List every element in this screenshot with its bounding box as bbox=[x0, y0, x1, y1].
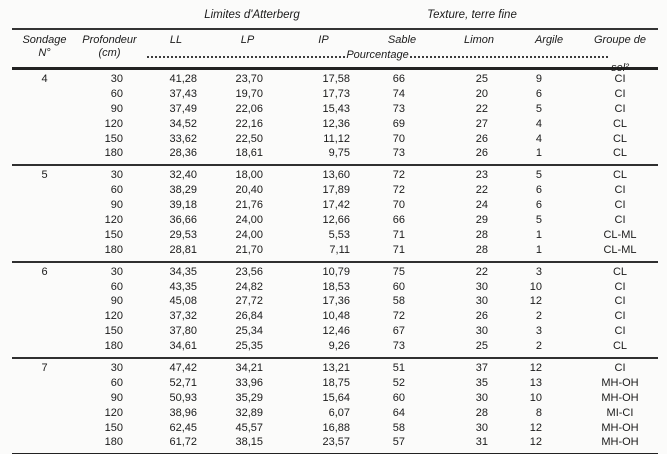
lp-cell: 23,56 bbox=[235, 265, 263, 278]
col-header-ip: IP bbox=[318, 34, 329, 46]
ip-cell: 13,60 bbox=[322, 169, 350, 182]
lp-cell: 24,00 bbox=[235, 214, 263, 227]
ll-cell: 34,61 bbox=[169, 340, 197, 353]
profondeur-cell: 150 bbox=[104, 421, 123, 434]
col-header-ll: LL bbox=[169, 34, 183, 46]
ip-cell: 23,57 bbox=[322, 436, 350, 449]
lp-cell: 38,15 bbox=[235, 436, 263, 449]
lp-cell: 45,57 bbox=[235, 421, 263, 434]
groupe-sol-cell: CI bbox=[614, 325, 626, 338]
profondeur-cell: 180 bbox=[104, 436, 123, 449]
argile-cell: 13 bbox=[529, 376, 542, 389]
sondage-cell bbox=[12, 87, 77, 102]
ll-cell: 34,52 bbox=[169, 117, 197, 130]
profondeur-cell: 120 bbox=[104, 117, 123, 130]
lp-cell: 25,34 bbox=[235, 325, 263, 338]
col-header-groupe: Groupe de bbox=[594, 34, 646, 46]
limon-cell: 37 bbox=[475, 362, 488, 375]
ll-cell: 28,81 bbox=[169, 243, 197, 256]
lp-cell: 23,70 bbox=[235, 73, 263, 85]
soil-data-table bbox=[12, 5, 658, 454]
limon-cell: 30 bbox=[475, 421, 488, 434]
ip-cell: 9,75 bbox=[328, 147, 350, 160]
profondeur-cell: 150 bbox=[104, 132, 123, 145]
table-row bbox=[12, 102, 658, 117]
sondage-cell: 6 bbox=[41, 265, 48, 278]
sable-cell: 51 bbox=[392, 362, 405, 375]
argile-cell: 5 bbox=[535, 214, 542, 227]
table-row bbox=[12, 132, 658, 147]
sable-cell: 70 bbox=[392, 199, 405, 212]
groupe-sol-cell: CL bbox=[612, 117, 628, 130]
argile-cell: 6 bbox=[535, 199, 542, 212]
column-header-subrow bbox=[12, 47, 658, 74]
table-row bbox=[12, 265, 658, 280]
sable-cell: 71 bbox=[392, 228, 405, 241]
sable-cell: 66 bbox=[392, 73, 405, 85]
profondeur-cell: 30 bbox=[110, 169, 123, 182]
limon-cell: 23 bbox=[475, 169, 488, 182]
groupe-sol-cell: CI bbox=[614, 102, 626, 115]
table-row bbox=[12, 168, 658, 183]
limon-cell: 22 bbox=[475, 265, 488, 278]
profondeur-cell: 120 bbox=[104, 310, 123, 323]
profondeur-cell: 150 bbox=[104, 325, 123, 338]
argile-cell: 1 bbox=[535, 243, 542, 256]
sable-cell: 67 bbox=[392, 325, 405, 338]
groupe-sol-cell: CI bbox=[614, 310, 626, 323]
table-row bbox=[12, 146, 658, 161]
ll-cell: 52,71 bbox=[169, 376, 197, 389]
groupe-sol-cell: CL bbox=[612, 147, 628, 160]
lp-cell: 18,61 bbox=[235, 147, 263, 160]
argile-cell: 5 bbox=[535, 169, 542, 182]
sondage-cell bbox=[12, 324, 77, 339]
group-header-texture: Texture, terre fine bbox=[427, 9, 517, 21]
sondage-cell bbox=[12, 421, 77, 436]
groupe-sol-cell: MH-OH bbox=[601, 376, 639, 389]
sondage-block bbox=[12, 263, 658, 359]
limon-cell: 30 bbox=[475, 295, 488, 308]
lp-cell: 24,82 bbox=[235, 280, 263, 293]
sable-cell: 72 bbox=[392, 169, 405, 182]
col-header-groupe-unit: sol² bbox=[611, 62, 629, 74]
sondage-cell: 4 bbox=[41, 73, 48, 85]
ll-cell: 34,35 bbox=[169, 265, 197, 278]
sondage-cell bbox=[12, 228, 77, 243]
table-body bbox=[12, 70, 658, 453]
sable-cell: 58 bbox=[392, 421, 405, 434]
ll-cell: 37,43 bbox=[169, 87, 197, 100]
limon-cell: 30 bbox=[475, 280, 488, 293]
leader-dots-left bbox=[147, 47, 345, 58]
profondeur-cell: 150 bbox=[104, 228, 123, 241]
lp-cell: 22,06 bbox=[235, 102, 263, 115]
sable-cell: 72 bbox=[392, 184, 405, 197]
groupe-sol-cell: CI bbox=[614, 214, 626, 227]
profondeur-cell: 60 bbox=[110, 280, 123, 293]
argile-cell: 12 bbox=[529, 362, 542, 375]
sable-cell: 75 bbox=[392, 265, 405, 278]
sondage-cell bbox=[12, 183, 77, 198]
col-header-sondage-unit: N° bbox=[38, 47, 51, 59]
lp-cell: 34,21 bbox=[235, 362, 263, 375]
ll-cell: 45,08 bbox=[169, 295, 197, 308]
table-row bbox=[12, 72, 658, 87]
ll-cell: 39,18 bbox=[169, 199, 197, 212]
limon-cell: 29 bbox=[475, 214, 488, 227]
sable-cell: 73 bbox=[392, 147, 405, 160]
sable-cell: 66 bbox=[392, 214, 405, 227]
ip-cell: 12,36 bbox=[322, 117, 350, 130]
ll-cell: 37,49 bbox=[169, 102, 197, 115]
argile-cell: 4 bbox=[535, 117, 542, 130]
lp-cell: 35,29 bbox=[235, 391, 263, 404]
col-header-limon: Limon bbox=[464, 34, 494, 46]
leader-dots-right bbox=[410, 47, 608, 58]
table-row bbox=[12, 361, 658, 376]
ll-cell: 33,62 bbox=[169, 132, 197, 145]
sable-cell: 69 bbox=[392, 117, 405, 130]
ip-cell: 18,53 bbox=[322, 280, 350, 293]
groupe-sol-cell: CL-ML bbox=[603, 243, 637, 256]
ll-cell: 29,53 bbox=[169, 228, 197, 241]
ip-cell: 17,73 bbox=[322, 87, 350, 100]
groupe-sol-cell: CI bbox=[614, 362, 626, 375]
limon-cell: 24 bbox=[475, 199, 488, 212]
groupe-sol-cell: CL bbox=[612, 265, 628, 278]
profondeur-cell: 90 bbox=[110, 199, 123, 212]
argile-cell: 3 bbox=[535, 325, 542, 338]
limon-cell: 28 bbox=[475, 228, 488, 241]
col-header-lp: LP bbox=[240, 34, 255, 46]
table-row bbox=[12, 339, 658, 354]
profondeur-cell: 120 bbox=[104, 406, 123, 419]
sondage-block bbox=[12, 359, 658, 453]
ll-cell: 37,80 bbox=[169, 325, 197, 338]
sable-cell: 58 bbox=[392, 295, 405, 308]
table-row bbox=[12, 228, 658, 243]
ll-cell: 61,72 bbox=[169, 436, 197, 449]
sondage-cell bbox=[12, 243, 77, 258]
sondage-block bbox=[12, 70, 658, 166]
group-header-atterberg: Limites d'Atterberg bbox=[204, 9, 300, 21]
groupe-sol-cell: MH-OH bbox=[601, 391, 639, 404]
lp-cell: 18,00 bbox=[235, 169, 263, 182]
sondage-cell bbox=[12, 117, 77, 132]
sondage-cell bbox=[12, 435, 77, 450]
table-row bbox=[12, 324, 658, 339]
groupe-sol-cell: CL bbox=[612, 340, 628, 353]
profondeur-cell: 90 bbox=[110, 295, 123, 308]
limon-cell: 25 bbox=[475, 340, 488, 353]
table-row bbox=[12, 376, 658, 391]
column-header-row bbox=[12, 34, 658, 47]
sable-cell: 71 bbox=[392, 243, 405, 256]
ip-cell: 5,53 bbox=[328, 228, 350, 241]
lp-cell: 21,76 bbox=[235, 199, 263, 212]
lp-cell: 19,70 bbox=[235, 87, 263, 100]
sable-cell: 52 bbox=[392, 376, 405, 389]
sondage-cell bbox=[12, 339, 77, 354]
argile-cell: 10 bbox=[529, 391, 542, 404]
groupe-sol-cell: CI bbox=[614, 184, 626, 197]
sable-cell: 60 bbox=[392, 391, 405, 404]
limon-cell: 26 bbox=[475, 132, 488, 145]
argile-cell: 1 bbox=[535, 228, 542, 241]
sondage-cell bbox=[12, 376, 77, 391]
lp-cell: 32,89 bbox=[235, 406, 263, 419]
limon-cell: 28 bbox=[475, 406, 488, 419]
groupe-sol-cell: CI bbox=[614, 73, 626, 85]
table-row bbox=[12, 280, 658, 295]
col-header-sondage: Sondage bbox=[22, 34, 67, 46]
ll-cell: 43,35 bbox=[169, 280, 197, 293]
ip-cell: 10,48 bbox=[322, 310, 350, 323]
table-row bbox=[12, 87, 658, 102]
sondage-cell bbox=[12, 132, 77, 147]
limon-cell: 25 bbox=[475, 73, 488, 85]
table-row bbox=[12, 198, 658, 213]
ll-cell: 38,29 bbox=[169, 184, 197, 197]
sondage-cell: 7 bbox=[41, 362, 48, 375]
sable-cell: 60 bbox=[392, 280, 405, 293]
profondeur-cell: 180 bbox=[104, 340, 123, 353]
sable-cell: 64 bbox=[392, 406, 405, 419]
sondage-cell: 5 bbox=[41, 169, 48, 182]
ll-cell: 47,42 bbox=[169, 362, 197, 375]
limon-cell: 22 bbox=[475, 102, 488, 115]
ip-cell: 17,36 bbox=[322, 295, 350, 308]
profondeur-cell: 90 bbox=[110, 391, 123, 404]
sable-cell: 73 bbox=[392, 340, 405, 353]
ip-cell: 7,11 bbox=[329, 243, 350, 256]
argile-cell: 10 bbox=[529, 280, 542, 293]
profondeur-cell: 60 bbox=[110, 184, 123, 197]
profondeur-cell: 60 bbox=[110, 376, 123, 389]
argile-cell: 3 bbox=[535, 265, 542, 278]
profondeur-cell: 60 bbox=[110, 87, 123, 100]
lp-cell: 21,70 bbox=[235, 243, 263, 256]
profondeur-cell: 30 bbox=[110, 73, 123, 85]
col-header-profondeur-unit: (cm) bbox=[98, 47, 121, 59]
sondage-cell bbox=[12, 198, 77, 213]
table-row bbox=[12, 243, 658, 258]
argile-cell: 12 bbox=[529, 421, 542, 434]
lp-cell: 24,00 bbox=[235, 228, 263, 241]
sondage-block bbox=[12, 166, 658, 262]
ip-cell: 15,43 bbox=[322, 102, 350, 115]
groupe-sol-cell: CI bbox=[614, 199, 626, 212]
ll-cell: 32,40 bbox=[169, 169, 197, 182]
limon-cell: 30 bbox=[475, 325, 488, 338]
lp-cell: 22,16 bbox=[235, 117, 263, 130]
ll-cell: 36,66 bbox=[169, 214, 197, 227]
profondeur-cell: 90 bbox=[110, 102, 123, 115]
profondeur-cell: 180 bbox=[104, 243, 123, 256]
groupe-sol-cell: CL bbox=[612, 132, 628, 145]
sondage-cell bbox=[12, 280, 77, 295]
groupe-sol-cell: MI-CI bbox=[606, 406, 634, 419]
sondage-cell bbox=[12, 146, 77, 161]
sondage-cell bbox=[12, 406, 77, 421]
limon-cell: 26 bbox=[475, 147, 488, 160]
ip-cell: 15,64 bbox=[322, 391, 350, 404]
argile-cell: 8 bbox=[535, 406, 542, 419]
profondeur-cell: 30 bbox=[110, 362, 123, 375]
argile-cell: 12 bbox=[529, 436, 542, 449]
limon-cell: 26 bbox=[475, 310, 488, 323]
table-row bbox=[12, 117, 658, 132]
limon-cell: 35 bbox=[475, 376, 488, 389]
ip-cell: 6,07 bbox=[328, 406, 350, 419]
ip-cell: 12,66 bbox=[322, 214, 350, 227]
lp-cell: 26,84 bbox=[235, 310, 263, 323]
groupe-sol-cell: CL-ML bbox=[603, 228, 637, 241]
group-header-row bbox=[12, 5, 658, 28]
sable-cell: 73 bbox=[392, 102, 405, 115]
argile-cell: 1 bbox=[535, 147, 542, 160]
ip-cell: 10,79 bbox=[322, 265, 350, 278]
sondage-cell bbox=[12, 391, 77, 406]
ip-cell: 17,89 bbox=[322, 184, 350, 197]
table-row bbox=[12, 183, 658, 198]
table-row bbox=[12, 406, 658, 421]
sable-cell: 72 bbox=[392, 310, 405, 323]
argile-cell: 2 bbox=[535, 310, 542, 323]
col-header-argile: Argile bbox=[534, 34, 564, 46]
sondage-cell bbox=[12, 309, 77, 324]
ll-cell: 50,93 bbox=[169, 391, 197, 404]
sondage-cell bbox=[12, 102, 77, 117]
ip-cell: 18,75 bbox=[322, 376, 350, 389]
table-row bbox=[12, 309, 658, 324]
lp-cell: 20,40 bbox=[235, 184, 263, 197]
lp-cell: 27,72 bbox=[235, 295, 263, 308]
percentage-leader-line bbox=[147, 47, 608, 62]
limon-cell: 30 bbox=[475, 391, 488, 404]
ll-cell: 41,28 bbox=[169, 73, 197, 85]
limon-cell: 31 bbox=[475, 436, 488, 449]
ll-cell: 37,32 bbox=[169, 310, 197, 323]
col-header-sable: Sable bbox=[387, 34, 417, 46]
groupe-sol-cell: CL bbox=[612, 169, 628, 182]
ip-cell: 12,46 bbox=[322, 325, 350, 338]
sondage-cell bbox=[12, 294, 77, 309]
percentage-label: Pourcentage bbox=[346, 49, 409, 61]
argile-cell: 2 bbox=[535, 340, 542, 353]
argile-cell: 12 bbox=[529, 295, 542, 308]
table-row bbox=[12, 421, 658, 436]
table-row bbox=[12, 435, 658, 450]
groupe-sol-cell: CI bbox=[614, 295, 626, 308]
argile-cell: 6 bbox=[535, 184, 542, 197]
groupe-sol-cell: CI bbox=[614, 280, 626, 293]
argile-cell: 9 bbox=[535, 73, 542, 85]
groupe-sol-cell: CI bbox=[614, 87, 626, 100]
lp-cell: 33,96 bbox=[235, 376, 263, 389]
ll-cell: 38,96 bbox=[169, 406, 197, 419]
limon-cell: 28 bbox=[475, 243, 488, 256]
col-header-profondeur: Profondeur bbox=[82, 34, 137, 46]
sondage-cell bbox=[12, 213, 77, 228]
sable-cell: 70 bbox=[392, 132, 405, 145]
ip-cell: 11,12 bbox=[323, 132, 350, 145]
argile-cell: 4 bbox=[535, 132, 542, 145]
table-row bbox=[12, 294, 658, 309]
header-top-rule bbox=[12, 28, 658, 30]
limon-cell: 27 bbox=[475, 117, 488, 130]
table-row bbox=[12, 391, 658, 406]
ip-cell: 13,21 bbox=[322, 362, 350, 375]
lp-cell: 22,50 bbox=[235, 132, 263, 145]
ip-cell: 16,88 bbox=[322, 421, 350, 434]
ll-cell: 62,45 bbox=[169, 421, 197, 434]
limon-cell: 20 bbox=[475, 87, 488, 100]
ll-cell: 28,36 bbox=[169, 147, 197, 160]
ip-cell: 9,26 bbox=[328, 340, 350, 353]
sable-cell: 74 bbox=[392, 87, 405, 100]
lp-cell: 25,35 bbox=[235, 340, 263, 353]
groupe-sol-cell: MH-OH bbox=[601, 421, 639, 434]
profondeur-cell: 120 bbox=[104, 214, 123, 227]
ip-cell: 17,58 bbox=[322, 73, 350, 85]
ip-cell: 17,42 bbox=[322, 199, 350, 212]
argile-cell: 5 bbox=[535, 102, 542, 115]
table-row bbox=[12, 213, 658, 228]
groupe-sol-cell: MH-OH bbox=[601, 436, 639, 449]
profondeur-cell: 180 bbox=[104, 147, 123, 160]
argile-cell: 6 bbox=[535, 87, 542, 100]
profondeur-cell: 30 bbox=[110, 265, 123, 278]
limon-cell: 22 bbox=[475, 184, 488, 197]
sable-cell: 57 bbox=[392, 436, 405, 449]
